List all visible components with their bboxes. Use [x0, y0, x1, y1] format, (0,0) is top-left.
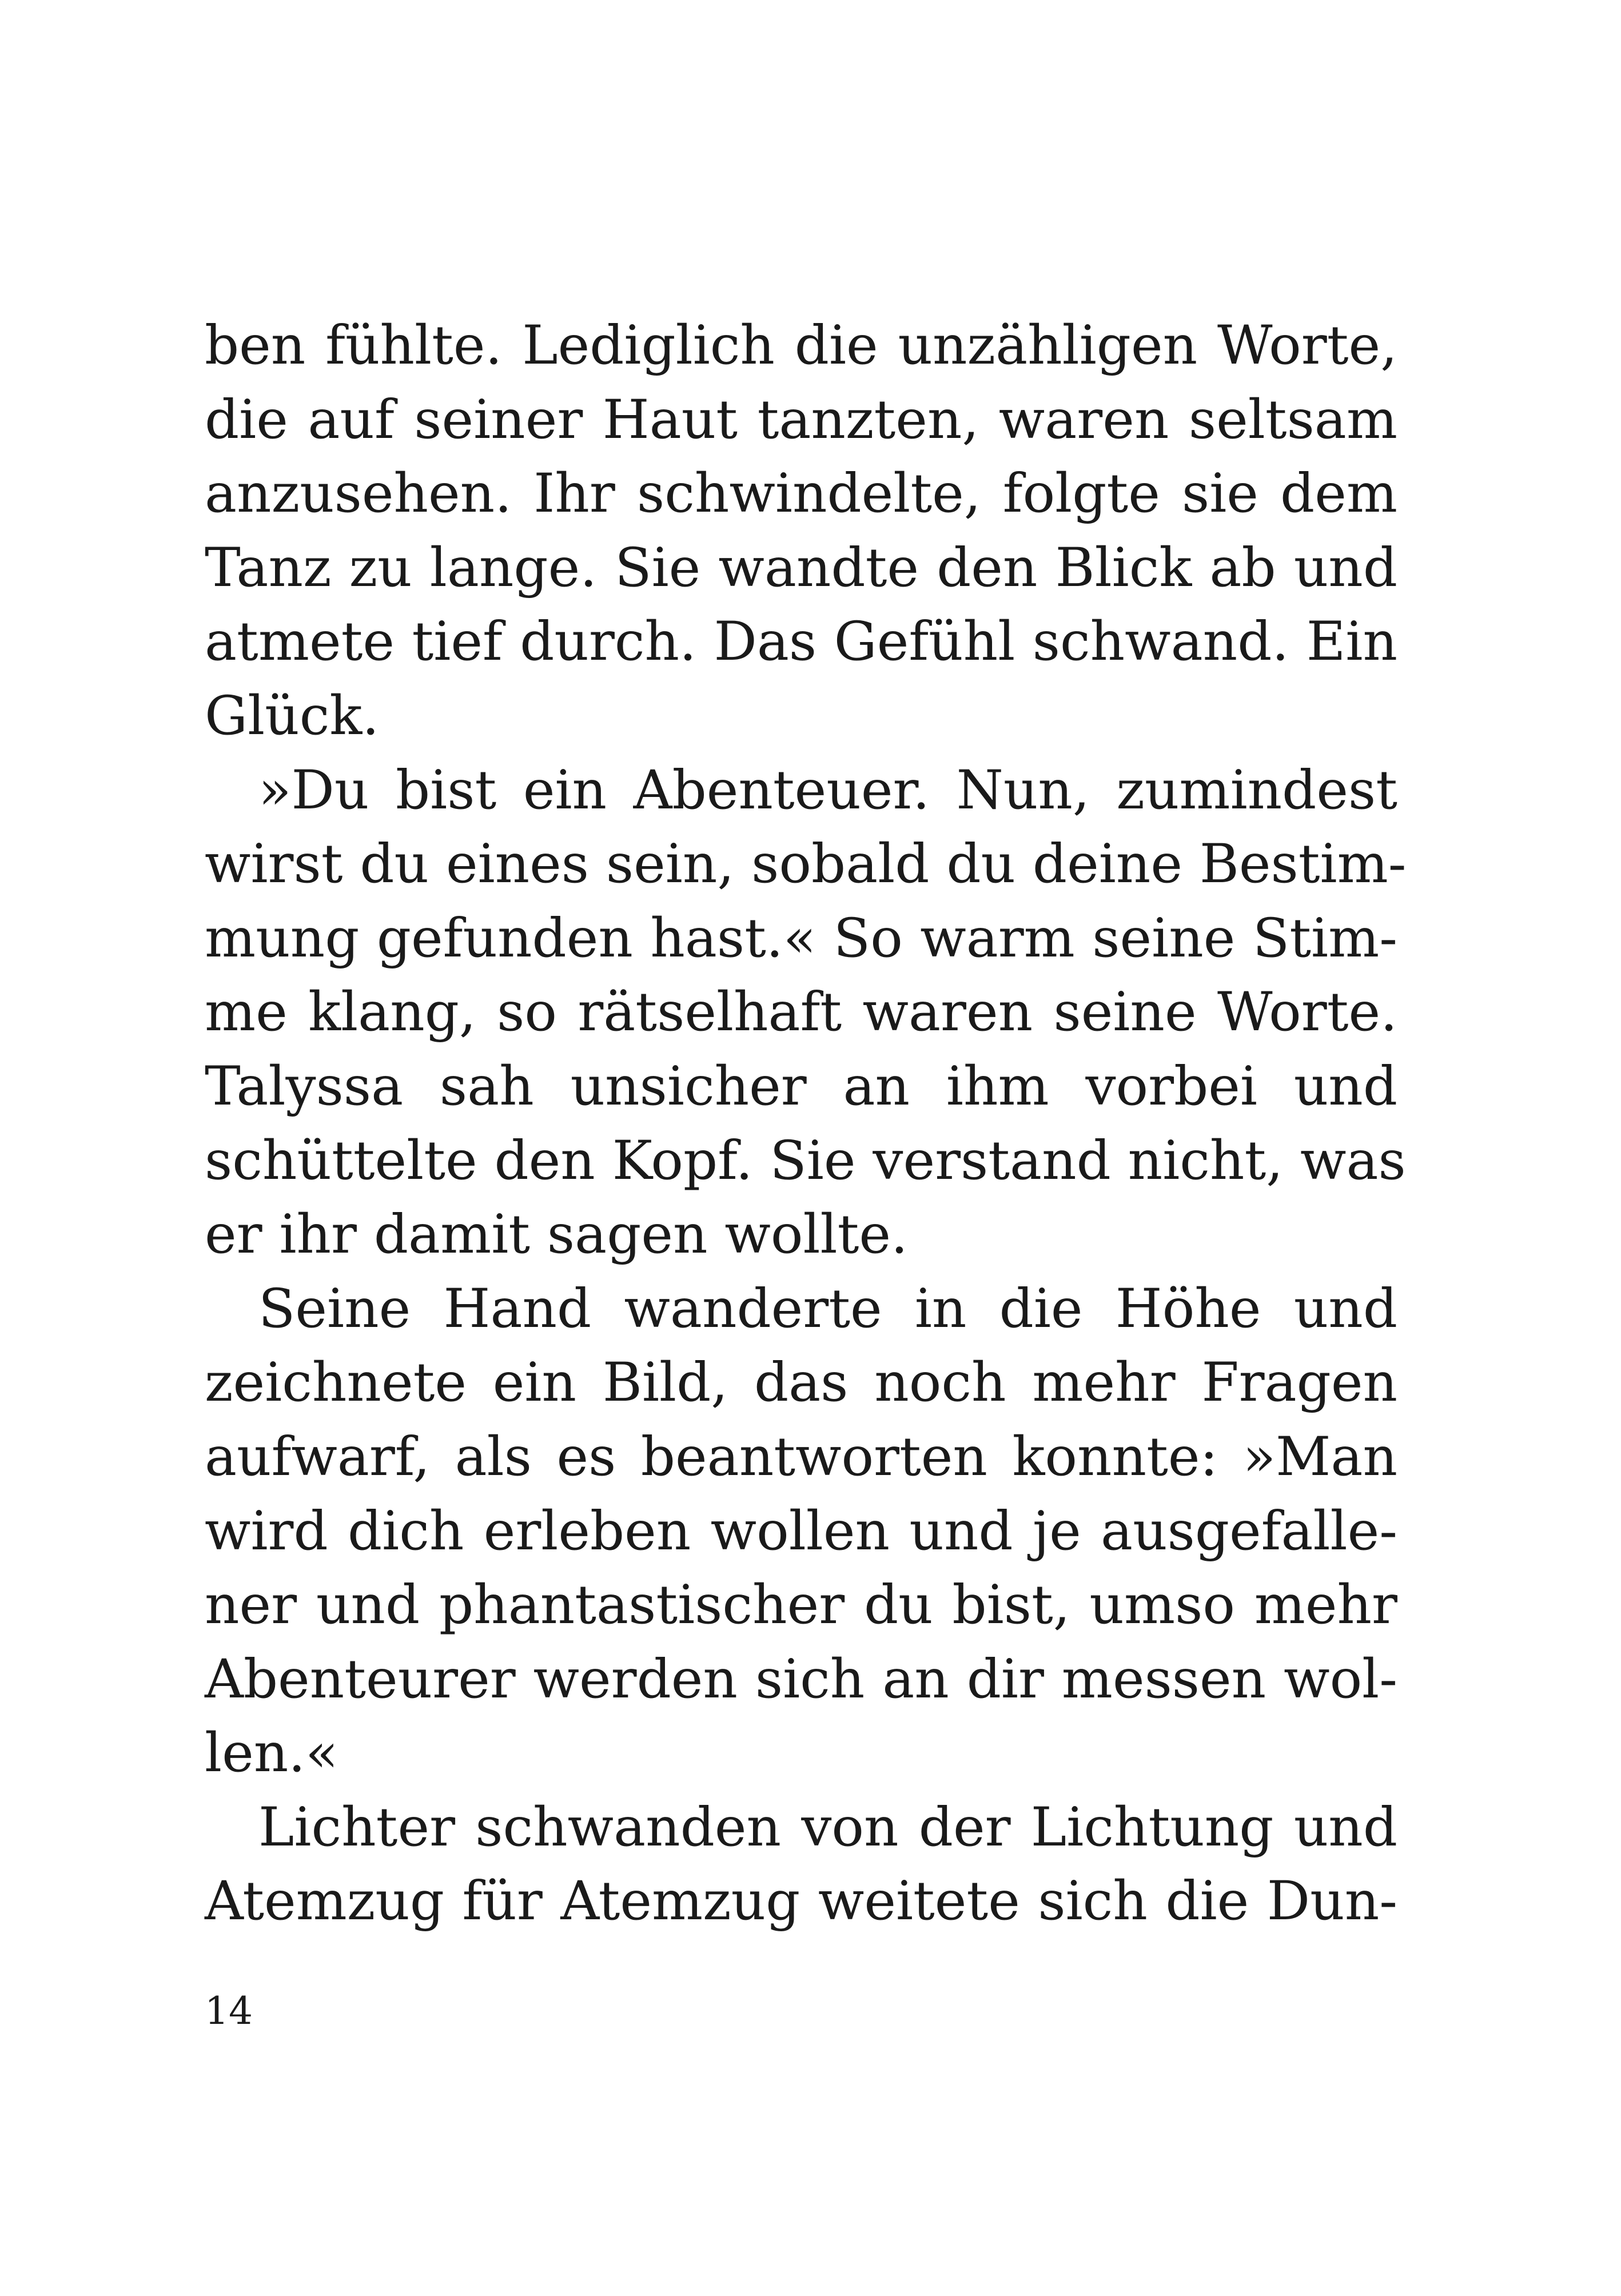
text-line: er ihr damit sagen wollte.	[205, 1203, 908, 1266]
text-line: Talyssa sah unsicher an ihm vorbei und	[205, 1055, 1397, 1118]
body-text	[205, 309, 1407, 1939]
text-line: mung gefunden hast.« So warm seine Stim-	[205, 907, 1397, 970]
text-line: die auf seiner Haut tanzten, waren seltsam	[205, 388, 1397, 451]
text-line: wird dich erleben wollen und je ausgefalle-	[205, 1500, 1397, 1562]
text-line: anzusehen. Ihr schwindelte, folgte sie dem	[205, 463, 1397, 525]
text-line: atmete tief durch. Das Gefühl schwand. Ein	[205, 611, 1397, 673]
text-line: ben fühlte. Lediglich die unzähligen Worte,	[205, 314, 1397, 377]
page-number: 14	[205, 1989, 253, 2033]
text-line: aufwarf, als es beantworten konnte: »Man	[205, 1425, 1397, 1488]
text-line: »Du bist ein Abenteuer. Nun, zumindest	[258, 759, 1397, 822]
text-line: schüttelte den Kopf. Sie verstand nicht, was	[205, 1129, 1406, 1192]
text-line: zeichnete ein Bild, das noch mehr Fragen	[205, 1352, 1397, 1414]
text-line: Abenteurer werden sich an dir messen wol-	[205, 1648, 1397, 1711]
text-line: wirst du eines sein, sobald du deine Bestim-	[205, 833, 1407, 896]
text-line: me klang, so rätselhaft waren seine Worte.	[205, 981, 1397, 1044]
text-line: Glück.	[205, 684, 380, 747]
text-line: len.«	[205, 1722, 338, 1785]
text-line: Tanz zu lange. Sie wandte den Blick ab und	[205, 536, 1397, 599]
text-line: Seine Hand wanderte in die Höhe und	[258, 1277, 1397, 1340]
text-line: Atemzug für Atemzug weitete sich die Dun-	[205, 1870, 1397, 1933]
text-line: Lichter schwanden von der Lichtung und	[258, 1796, 1397, 1859]
text-line: ner und phantastischer du bist, umso mehr	[205, 1574, 1397, 1637]
